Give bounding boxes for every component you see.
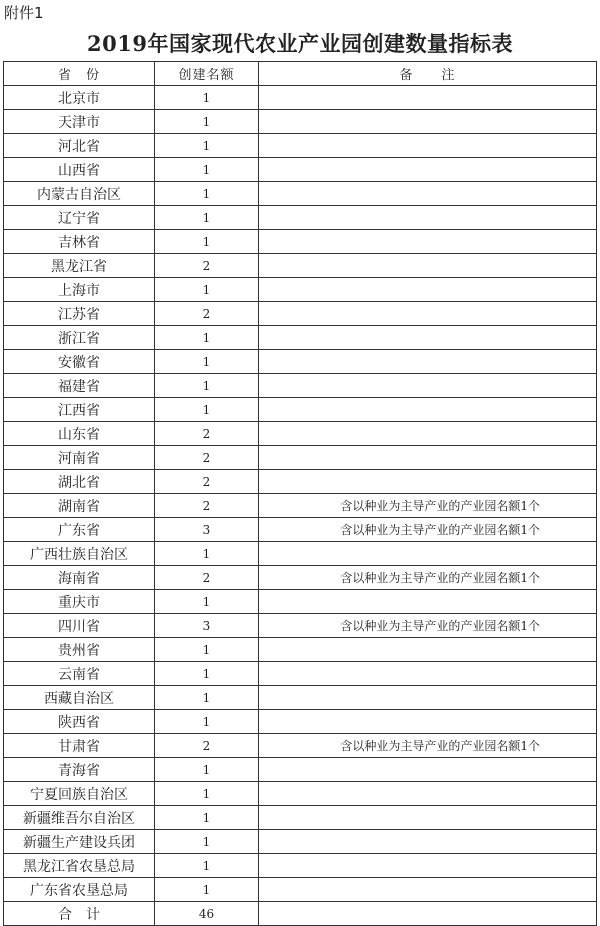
quota-cell: 1 [155,854,259,878]
quota-cell: 1 [155,686,259,710]
note-cell [259,710,597,734]
quota-cell: 1 [155,590,259,614]
quota-cell: 2 [155,566,259,590]
table-row [4,254,597,278]
header-province: 省 份 [4,62,155,86]
table-row [4,182,597,206]
table-row [4,110,597,134]
province-cell: 西藏自治区 [4,686,155,710]
table-row [4,422,597,446]
note-cell [259,398,597,422]
table-row [4,446,597,470]
table-row [4,590,597,614]
note-cell [259,134,597,158]
note-cell [259,830,597,854]
province-cell: 广东省农垦总局 [4,878,155,902]
note-cell [259,350,597,374]
note-cell [259,470,597,494]
note-cell [259,758,597,782]
quota-cell: 1 [155,86,259,110]
table-row [4,326,597,350]
attachment-label: 附件1 [4,4,44,22]
quota-cell: 2 [155,302,259,326]
quota-cell: 1 [155,206,259,230]
note-cell [259,206,597,230]
province-cell: 河北省 [4,134,155,158]
province-cell: 甘肃省 [4,734,155,758]
note-cell [259,590,597,614]
province-cell: 湖北省 [4,470,155,494]
quota-cell: 1 [155,350,259,374]
province-cell: 北京市 [4,86,155,110]
table-row [4,230,597,254]
quota-cell: 1 [155,326,259,350]
province-cell: 山西省 [4,158,155,182]
note-cell: 含以种业为主导产业的产业园名额1个 [259,494,597,518]
quota-cell: 2 [155,734,259,758]
province-cell: 青海省 [4,758,155,782]
province-cell: 海南省 [4,566,155,590]
total-label: 合 计 [4,902,155,926]
note-cell [259,422,597,446]
province-cell: 湖南省 [4,494,155,518]
table-row [4,302,597,326]
quota-cell: 1 [155,878,259,902]
table-row [4,710,597,734]
quota-cell: 3 [155,614,259,638]
note-cell [259,86,597,110]
table-row [4,782,597,806]
note-cell: 含以种业为主导产业的产业园名额1个 [259,566,597,590]
province-cell: 山东省 [4,422,155,446]
quota-cell: 1 [155,638,259,662]
province-cell: 贵州省 [4,638,155,662]
table-row [4,206,597,230]
province-cell: 广东省 [4,518,155,542]
note-cell [259,302,597,326]
quota-cell: 3 [155,518,259,542]
note-cell [259,326,597,350]
note-cell [259,542,597,566]
quota-table [3,61,597,926]
table-row [4,278,597,302]
note-cell [259,686,597,710]
quota-cell: 2 [155,494,259,518]
table-body [4,86,597,902]
note-cell [259,638,597,662]
header-quota: 创建名额 [155,62,259,86]
table-row [4,374,597,398]
quota-cell: 1 [155,374,259,398]
note-cell [259,878,597,902]
note-cell [259,254,597,278]
province-cell: 辽宁省 [4,206,155,230]
quota-cell: 1 [155,830,259,854]
province-cell: 新疆维吾尔自治区 [4,806,155,830]
quota-cell: 1 [155,110,259,134]
province-cell: 黑龙江省 [4,254,155,278]
province-cell: 云南省 [4,662,155,686]
quota-cell: 2 [155,470,259,494]
province-cell: 吉林省 [4,230,155,254]
total-note [259,902,597,926]
note-cell: 含以种业为主导产业的产业园名额1个 [259,518,597,542]
province-cell: 江西省 [4,398,155,422]
table-row [4,806,597,830]
note-cell [259,446,597,470]
quota-cell: 2 [155,422,259,446]
table-row [4,614,597,638]
table-header-row [4,62,597,86]
note-cell [259,110,597,134]
quota-cell: 1 [155,230,259,254]
note-cell [259,854,597,878]
province-cell: 内蒙古自治区 [4,182,155,206]
table-row [4,518,597,542]
note-cell [259,782,597,806]
table-row [4,470,597,494]
province-cell: 安徽省 [4,350,155,374]
quota-cell: 1 [155,710,259,734]
table-row [4,350,597,374]
quota-cell: 2 [155,446,259,470]
table-row [4,542,597,566]
table-row [4,734,597,758]
province-cell: 新疆生产建设兵团 [4,830,155,854]
total-row [4,902,597,926]
quota-cell: 1 [155,806,259,830]
quota-cell: 1 [155,398,259,422]
table-row [4,878,597,902]
table-row [4,86,597,110]
province-cell: 河南省 [4,446,155,470]
table-row [4,566,597,590]
table-row [4,494,597,518]
note-cell [259,230,597,254]
province-cell: 浙江省 [4,326,155,350]
table-row [4,686,597,710]
table-row [4,134,597,158]
province-cell: 黑龙江省农垦总局 [4,854,155,878]
note-cell [259,374,597,398]
table-row [4,398,597,422]
total-quota: 46 [155,902,259,926]
province-cell: 天津市 [4,110,155,134]
quota-cell: 1 [155,158,259,182]
province-cell: 江苏省 [4,302,155,326]
province-cell: 重庆市 [4,590,155,614]
province-cell: 四川省 [4,614,155,638]
quota-cell: 1 [155,278,259,302]
province-cell: 宁夏回族自治区 [4,782,155,806]
table-row [4,758,597,782]
note-cell [259,182,597,206]
quota-cell: 1 [155,182,259,206]
note-cell [259,662,597,686]
quota-cell: 2 [155,254,259,278]
note-cell: 含以种业为主导产业的产业园名额1个 [259,734,597,758]
note-cell [259,158,597,182]
table-row [4,158,597,182]
quota-cell: 1 [155,662,259,686]
quota-cell: 1 [155,758,259,782]
quota-cell: 1 [155,542,259,566]
note-cell [259,278,597,302]
table-row [4,854,597,878]
table-row [4,638,597,662]
header-note: 备 注 [259,62,597,86]
province-cell: 陕西省 [4,710,155,734]
page-title: 2019年国家现代农业产业园创建数量指标表 [87,31,513,56]
table-row [4,830,597,854]
province-cell: 上海市 [4,278,155,302]
province-cell: 福建省 [4,374,155,398]
quota-cell: 1 [155,134,259,158]
note-cell [259,806,597,830]
province-cell: 广西壮族自治区 [4,542,155,566]
quota-cell: 1 [155,782,259,806]
note-cell: 含以种业为主导产业的产业园名额1个 [259,614,597,638]
table-row [4,662,597,686]
